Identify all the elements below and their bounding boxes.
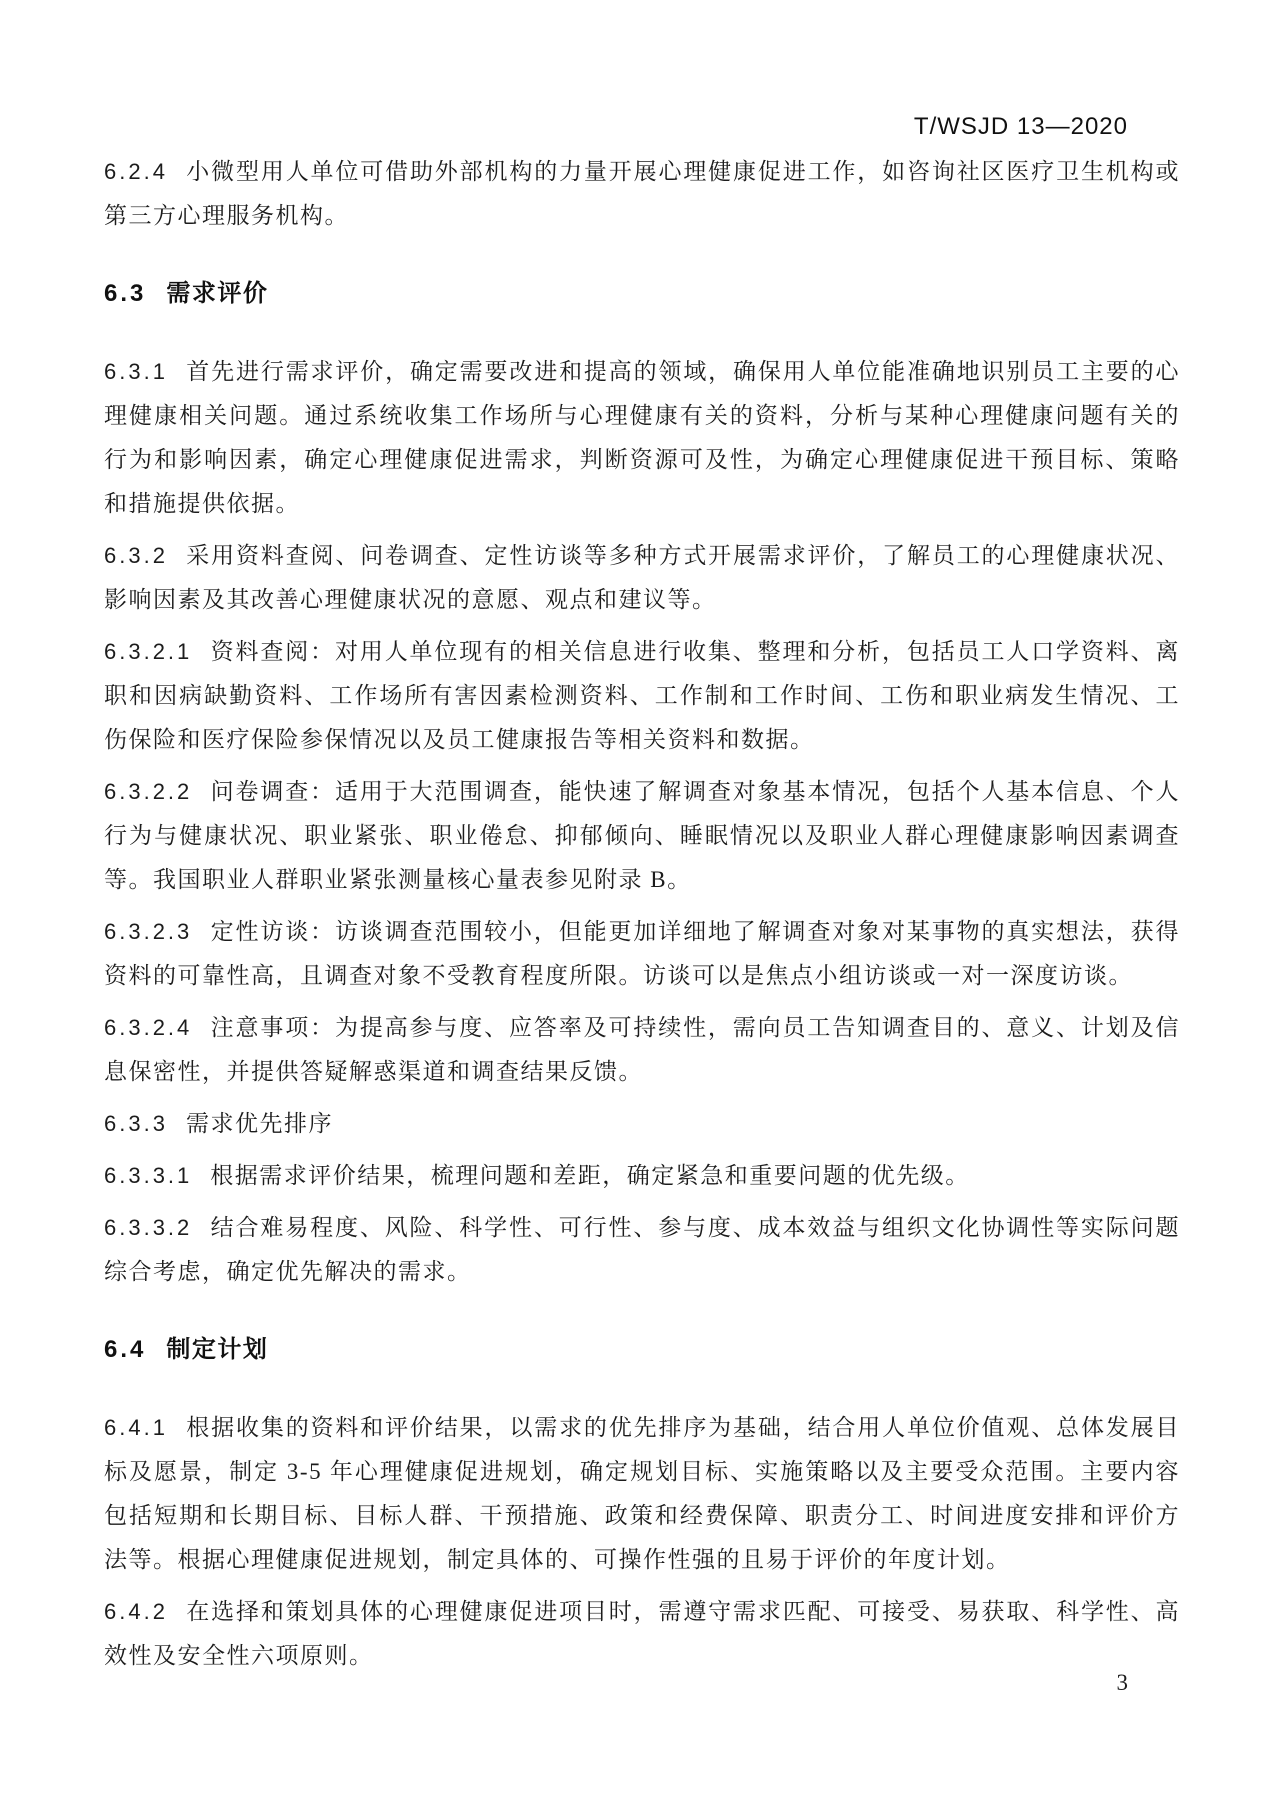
clause-6-3-1 <box>104 350 1180 526</box>
clause-number: 6.4.1 <box>104 1415 168 1440</box>
clause-text: 根据收集的资料和评价结果，以需求的优先排序为基础，结合用人单位价值观、总体发展目标及愿景，制定 3-5 年心理健康促进规划，确定规划目标、实施策略以及主要受众范围。主要内容包括短期和长期目标、目标人群、干预措施、政策和经费保障、职责分工、时间进度安排和评价方法等。根据心理健康促进规划，制定具体的、可操作性强的且易于评价的年度计划。 <box>104 1415 1180 1572</box>
clause-6-3-3-2 <box>104 1206 1180 1294</box>
clause-text: 问卷调查：适用于大范围调查，能快速了解调查对象基本情况，包括个人基本信息、个人行为与健康状况、职业紧张、职业倦怠、抑郁倾向、睡眠情况以及职业人群心理健康影响因素调查等。我国职业人群职业紧张测量核心量表参见附录 B。 <box>104 779 1180 892</box>
clause-text: 定性访谈：访谈调查范围较小，但能更加详细地了解调查对象对某事物的真实想法，获得资料的可靠性高，且调查对象不受教育程度所限。访谈可以是焦点小组访谈或一对一深度访谈。 <box>104 919 1180 988</box>
clause-number: 6.3.2.2 <box>104 779 193 804</box>
clause-number: 6.3.3.2 <box>104 1215 193 1240</box>
clause-number: 6.3.1 <box>104 359 168 384</box>
clause-6-4-1 <box>104 1406 1180 1582</box>
clause-number: 6.3.2.1 <box>104 639 193 664</box>
section-number: 6.4 <box>104 1336 147 1363</box>
standard-number: T/WSJD 13—2020 <box>913 113 1128 140</box>
clause-number: 6.4.2 <box>104 1599 168 1624</box>
section-title: 制定计划 <box>166 1336 269 1363</box>
section-heading-6-3 <box>104 272 1180 316</box>
clause-6-3-3 <box>104 1102 1180 1146</box>
clause-number: 6.3.2.4 <box>104 1015 193 1040</box>
clause-6-3-3-1 <box>104 1154 1180 1198</box>
clause-number: 6.3.2 <box>104 543 168 568</box>
clause-6-3-2-2 <box>104 770 1180 902</box>
clause-text: 在选择和策划具体的心理健康促进项目时，需遵守需求匹配、可接受、易获取、科学性、高效性及安全性六项原则。 <box>104 1599 1180 1668</box>
clause-text: 根据需求评价结果，梳理问题和差距，确定紧急和重要问题的优先级。 <box>210 1163 970 1188</box>
section-heading-6-4 <box>104 1328 1180 1372</box>
clause-6-3-2-4 <box>104 1006 1180 1094</box>
clause-6-4-2 <box>104 1590 1180 1678</box>
clause-text: 小微型用人单位可借助外部机构的力量开展心理健康促进工作，如咨询社区医疗卫生机构或第三方心理服务机构。 <box>104 159 1180 228</box>
clause-number: 6.3.3 <box>104 1111 168 1136</box>
clause-number: 6.2.4 <box>104 159 168 184</box>
clause-6-3-2 <box>104 534 1180 622</box>
clause-6-3-2-3 <box>104 910 1180 998</box>
clause-text: 结合难易程度、风险、科学性、可行性、参与度、成本效益与组织文化协调性等实际问题综合考虑，确定优先解决的需求。 <box>104 1215 1180 1284</box>
clause-6-3-2-1 <box>104 630 1180 762</box>
clause-text: 需求优先排序 <box>185 1111 333 1136</box>
clause-text: 注意事项：为提高参与度、应答率及可持续性，需向员工告知调查目的、意义、计划及信息保密性，并提供答疑解惑渠道和调查结果反馈。 <box>104 1015 1180 1084</box>
clause-number: 6.3.2.3 <box>104 919 193 944</box>
clause-text: 采用资料查阅、问卷调查、定性访谈等多种方式开展需求评价，了解员工的心理健康状况、影响因素及其改善心理健康状况的意愿、观点和建议等。 <box>104 543 1180 612</box>
clause-6-2-4 <box>104 150 1180 238</box>
section-number: 6.3 <box>104 280 147 307</box>
document-header <box>0 0 1280 142</box>
clause-text: 资料查阅：对用人单位现有的相关信息进行收集、整理和分析，包括员工人口学资料、离职和因病缺勤资料、工作场所有害因素检测资料、工作制和工作时间、工伤和职业病发生情况、工伤保险和医疗保险参保情况以及员工健康报告等相关资料和数据。 <box>104 639 1180 752</box>
section-title: 需求评价 <box>166 280 269 307</box>
page-number: 3 <box>1116 1670 1128 1695</box>
clause-number: 6.3.3.1 <box>104 1163 193 1188</box>
clause-text: 首先进行需求评价，确定需要改进和提高的领域，确保用人单位能准确地识别员工主要的心理健康相关问题。通过系统收集工作场所与心理健康有关的资料，分析与某种心理健康问题有关的行为和影响因素，确定心理健康促进需求，判断资源可及性，为确定心理健康促进干预目标、策略和措施提供依据。 <box>104 359 1180 516</box>
document-body <box>104 150 1180 1678</box>
